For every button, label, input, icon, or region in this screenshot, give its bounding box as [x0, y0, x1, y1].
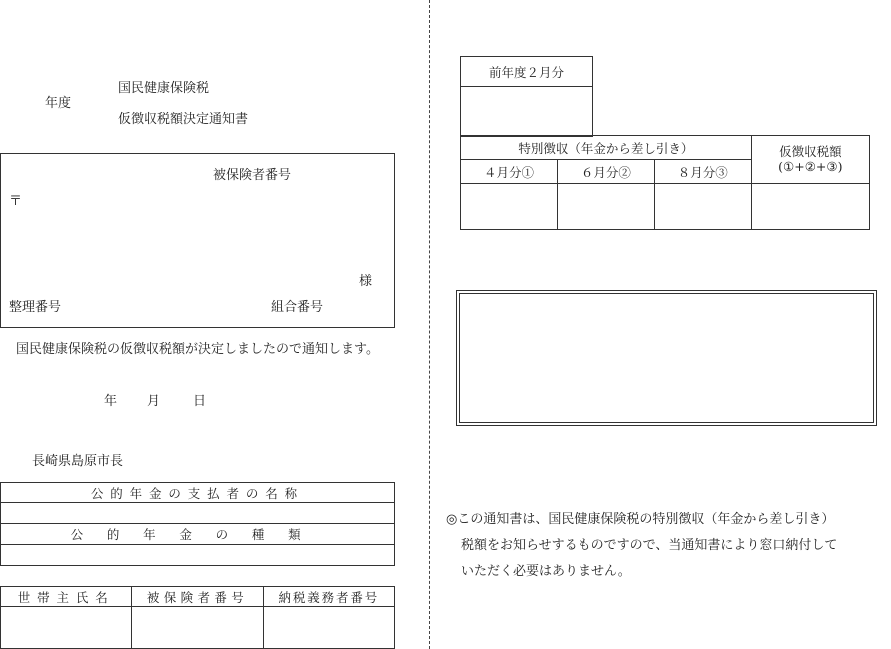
april-cell	[461, 184, 558, 230]
withholding-table	[460, 135, 870, 230]
total-header-line1: 仮徴収税額	[779, 144, 842, 160]
prev-year-cell	[461, 87, 593, 137]
total-header	[751, 136, 869, 184]
fiscal-year-label: 年度	[45, 96, 72, 111]
payer-name-cell	[1, 503, 395, 524]
june-header: ６月分②	[557, 160, 654, 184]
address-box	[0, 153, 395, 328]
taxpayer-number-header: 納税義務者番号	[263, 587, 394, 607]
stamp-box-inner	[459, 293, 874, 423]
group-number-label: 組合番号	[271, 300, 324, 315]
pension-type-header: 公的年金の種類	[1, 524, 395, 545]
april-header: ４月分①	[461, 160, 558, 184]
footnote-line-3: いただく必要はありません。	[461, 564, 631, 579]
payer-name-header: 公的年金の支払者の名称	[1, 483, 395, 503]
prev-year-table	[460, 56, 593, 137]
august-cell	[654, 184, 751, 230]
householder-name-cell	[1, 607, 132, 649]
withholding-group-header: 特別徴収（年金から差し引き）	[461, 136, 752, 160]
reference-number-label: 整理番号	[9, 300, 62, 315]
honorific: 様	[359, 274, 373, 289]
prev-year-header: 前年度２月分	[461, 57, 593, 87]
total-cell	[751, 184, 869, 230]
footnote-line-1: ◎この通知書は、国民健康保険税の特別徴収（年金から差し引き）	[446, 512, 835, 527]
date-month: 月	[147, 394, 161, 409]
august-header: ８月分③	[654, 160, 751, 184]
document-title: 仮徴収税額決定通知書	[118, 112, 249, 127]
date-year: 年	[104, 394, 118, 409]
taxpayer-number-cell	[263, 607, 394, 649]
footnote-line-2: 税額をお知らせするものですので、当通知書により窓口納付して	[461, 538, 838, 553]
issuer: 長崎県島原市長	[32, 454, 124, 469]
pension-type-cell	[1, 545, 395, 566]
june-cell	[557, 184, 654, 230]
date-day: 日	[193, 394, 207, 409]
household-table	[0, 586, 395, 649]
tax-name: 国民健康保険税	[118, 81, 210, 96]
insured-number-label: 被保険者番号	[213, 168, 292, 183]
householder-name-header: 世帯主氏名	[1, 587, 132, 607]
pension-table	[0, 482, 395, 566]
stamp-box	[456, 290, 877, 426]
total-header-line2: (①+②+③)	[778, 158, 843, 174]
postal-mark: 〒	[9, 194, 23, 209]
insured-number-cell	[132, 607, 263, 649]
notice-text: 国民健康保険税の仮徴収税額が決定しましたので通知します。	[16, 342, 379, 357]
insured-number-header: 被保険者番号	[132, 587, 263, 607]
cut-line	[429, 0, 430, 649]
